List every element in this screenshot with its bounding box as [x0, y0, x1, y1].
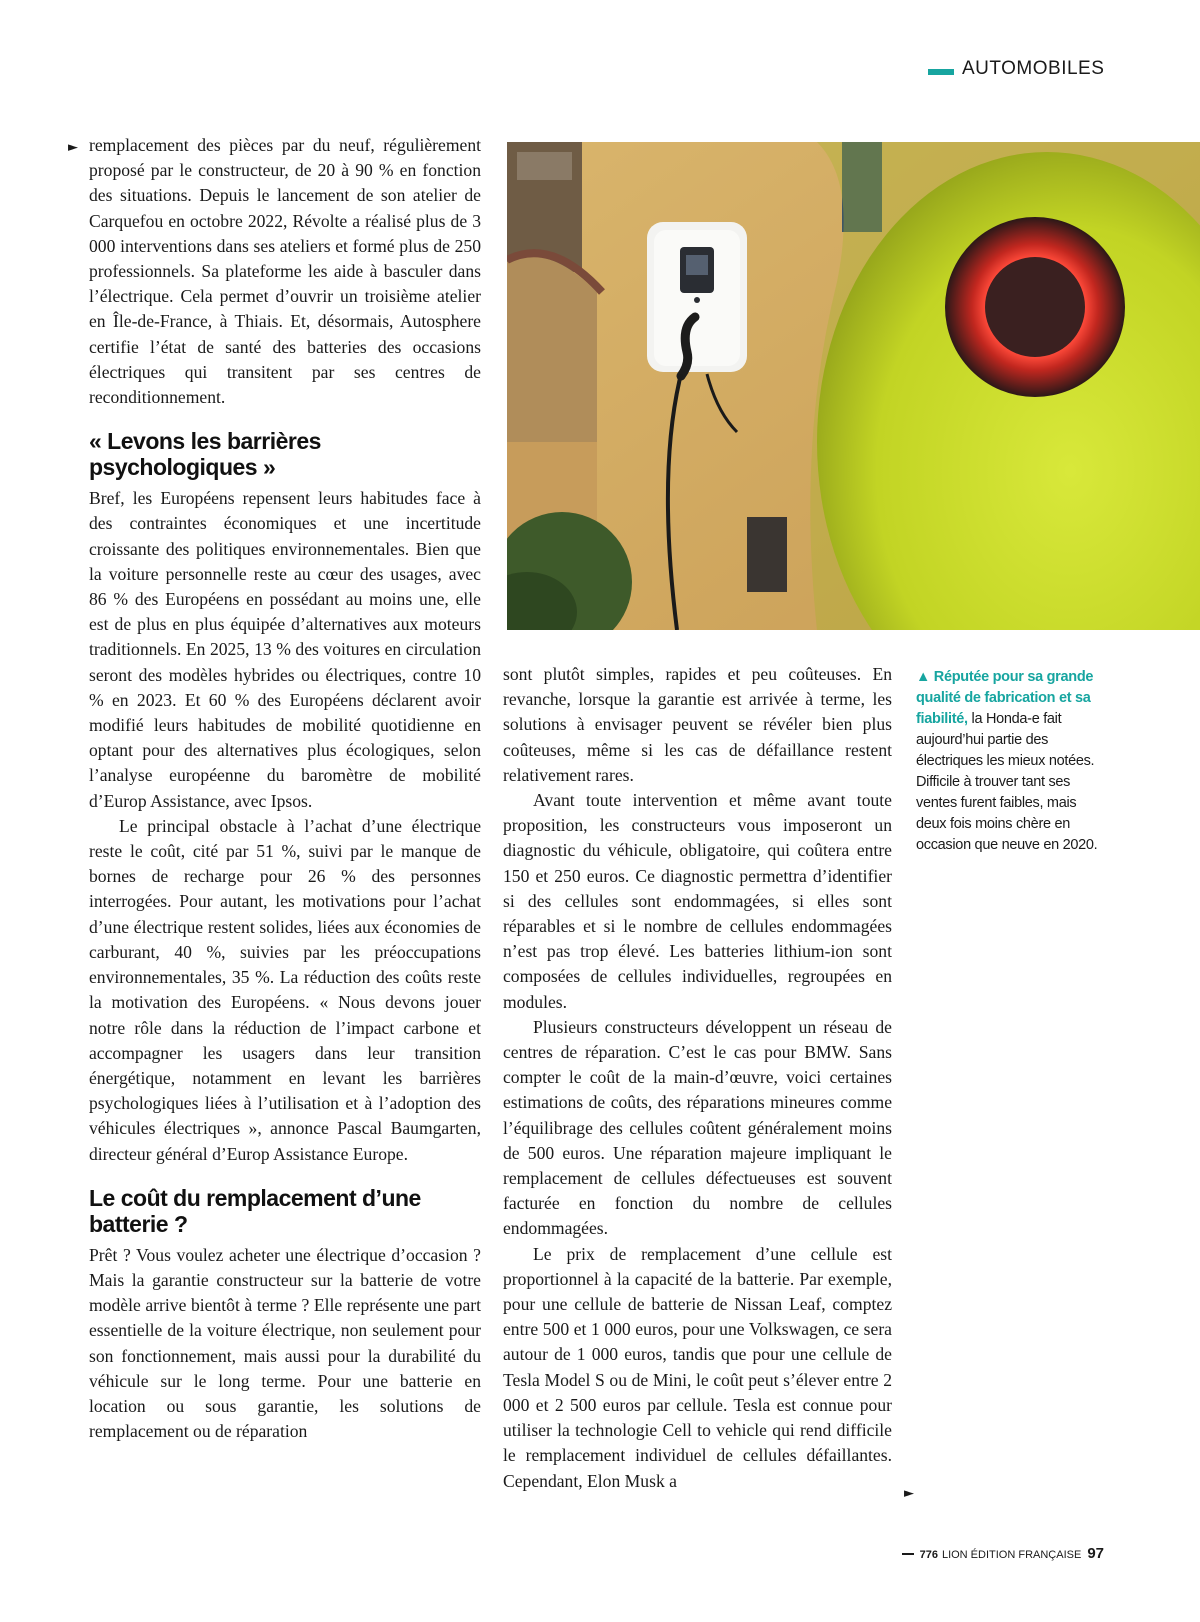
- publication-name: LION ÉDITION FRANÇAISE: [941, 1549, 1082, 1561]
- caption-lead: ▲ Réputée pour sa grande qualité de fabrication et sa fiabilité,: [916, 669, 1094, 727]
- footer-dash: [902, 1553, 914, 1555]
- paragraph: sont plutôt simples, rapides et peu coûteuses. En revanche, lorsque la garantie est arrivée à terme, les solutions à envisager peuvent se révéler bien plus coûteuses, même si les cas de défaillance restent relativement rares.: [503, 664, 892, 785]
- paragraph: Avant toute intervention et même avant toute proposition, les constructeurs vous imposeront un diagnostic du véhicule, obligatoire, qui coûtera entre 150 et 250 euros. Ce diagnostic permettra d’identifier si des cellules sont endommagées, si elles sont réparables et si le nombre de cellules endommagées n’est pas trop élevé. Les batteries lithium-ion sont composées de cellules individuelles, regroupées en modules.: [503, 790, 892, 1012]
- section-header: [928, 58, 1104, 80]
- charger-photo: [507, 142, 1200, 630]
- paragraph: Le principal obstacle à l’achat d’une électrique reste le coût, cité par 51 %, suivi par le manque de bornes de recharge pour 26 % des personnes interrogées. Pour autant, les motivations pour l’achat d’une électrique restent solides, liées aux économies de carburant, 40 %, suivies par les préoccupations environnementales, 35 %. La réduction des coûts reste la motivation des Européens. « Nous devons jouer notre rôle dans la réduction de l’impact carbone et accompagner les usagers dans leur transition énergétique, notamment en levant les barrières psychologiques liées à l’utilisation et à l’adoption des véhicules électriques », annonce Pascal Baumgarten, directeur général d’Europ Assistance Europe.: [89, 815, 481, 1164]
- paragraph: Prêt ? Vous voulez acheter une électrique d’occasion ? Mais la garantie constructeur sur la batterie de votre modèle arrive bientôt à terme ? Elle représente une part essentielle de la voiture électrique, non seulement pour son fonctionnement, mais aussi pour la durabilité du véhicule sur le long terme. Pour une batterie en location ou sous garantie, les solutions de remplacement ou de réparation: [89, 1244, 481, 1442]
- caption-text: la Honda-e fait aujourd’hui partie des électriques les mieux notées. Difficile à trouver tant ses ventes furent faibles, mais deux fois moins chère en occasion que neuve en 2020.: [916, 711, 1098, 853]
- paragraph: Bref, les Européens repensent leurs habitudes face à des contraintes économiques et une incertitude croissante des politiques environnementales. Bien que la voiture personnelle reste au cœur des usages, avec 86 % des Européens en possédant au moins une, elle est de plus en plus équipée d’alternatives aux moteurs traditionnels. En 2025, 13 % des voitures en circulation seront des modèles hybrides ou électriques, contre 10 % en 2023. Et 60 % des Européens déclarent avoir modifié leurs habitudes de mobilité quotidienne en optant pour des alternatives plus écologiques, selon l’analyse européenne du baromètre de mobilité d’Europ Assistance, avec Ipsos.: [89, 488, 481, 811]
- page-footer: [902, 1545, 1104, 1562]
- section-title: AUTOMOBILES: [962, 58, 1105, 79]
- section-accent-bar: [928, 69, 954, 75]
- photo-caption: [916, 667, 1106, 856]
- paragraph: Plusieurs constructeurs développent un réseau de centres de réparation. C’est le cas pour BMW. Sans compter le coût de la main-d’œuvre, voici certaines estimations de coûts, des réparations mineures comme l’équilibrage des cellules coûtent généralement moins de 500 euros. Une réparation majeure impliquant le remplacement de cellules défectueuses est souvent facturée en fonction du nombre de cellules endommagées.: [503, 1016, 892, 1239]
- issue-number: 776: [919, 1549, 938, 1561]
- paragraph: remplacement des pièces par du neuf, régulièrement proposé par le constructeur, de 20 à 90 % en fonction des situations. Depuis le lancement de son atelier de Carquefou en octobre 2022, Révolte a réalisé plus de 3 000 interventions dans ses ateliers et formé plus de 250 professionnels. Sa plateforme les aide à basculer dans l’électrique. Cela permet d’ouvrir un troisième atelier en Île-de-France, à Thiais. Et, désormais, Autosphere certifie l’état de santé des batteries des occasions électriques qui transitent par ses centres de reconditionnement.: [89, 135, 481, 408]
- left-column: [89, 133, 481, 1444]
- subheading: Le coût du remplacement d’une batterie ?: [89, 1184, 421, 1237]
- subheading: « Levons les barrières psychologiques »: [89, 428, 321, 481]
- continued-from-icon: ►: [68, 140, 78, 155]
- right-column: [503, 662, 892, 1494]
- page-number: 97: [1087, 1545, 1104, 1562]
- paragraph: Le prix de remplacement d’une cellule est proportionnel à la capacité de la batterie. Par exemple, pour une cellule de batterie de Nissan Leaf, comptez entre 500 et 1 000 euros, pour une Volkswagen, ce sera autour de 1 000 euros, tandis que pour une cellule de Tesla Model S ou de Mini, le coût peut s’élever entre 2 000 et 2 500 euros par cellule. Tesla est connue pour utiliser la technologie Cell to vehicle qui rend difficile le remplacement individuel de cellules défaillantes. Cependant, Elon Musk a: [503, 1243, 892, 1491]
- continued-on-icon: ►: [904, 1486, 914, 1501]
